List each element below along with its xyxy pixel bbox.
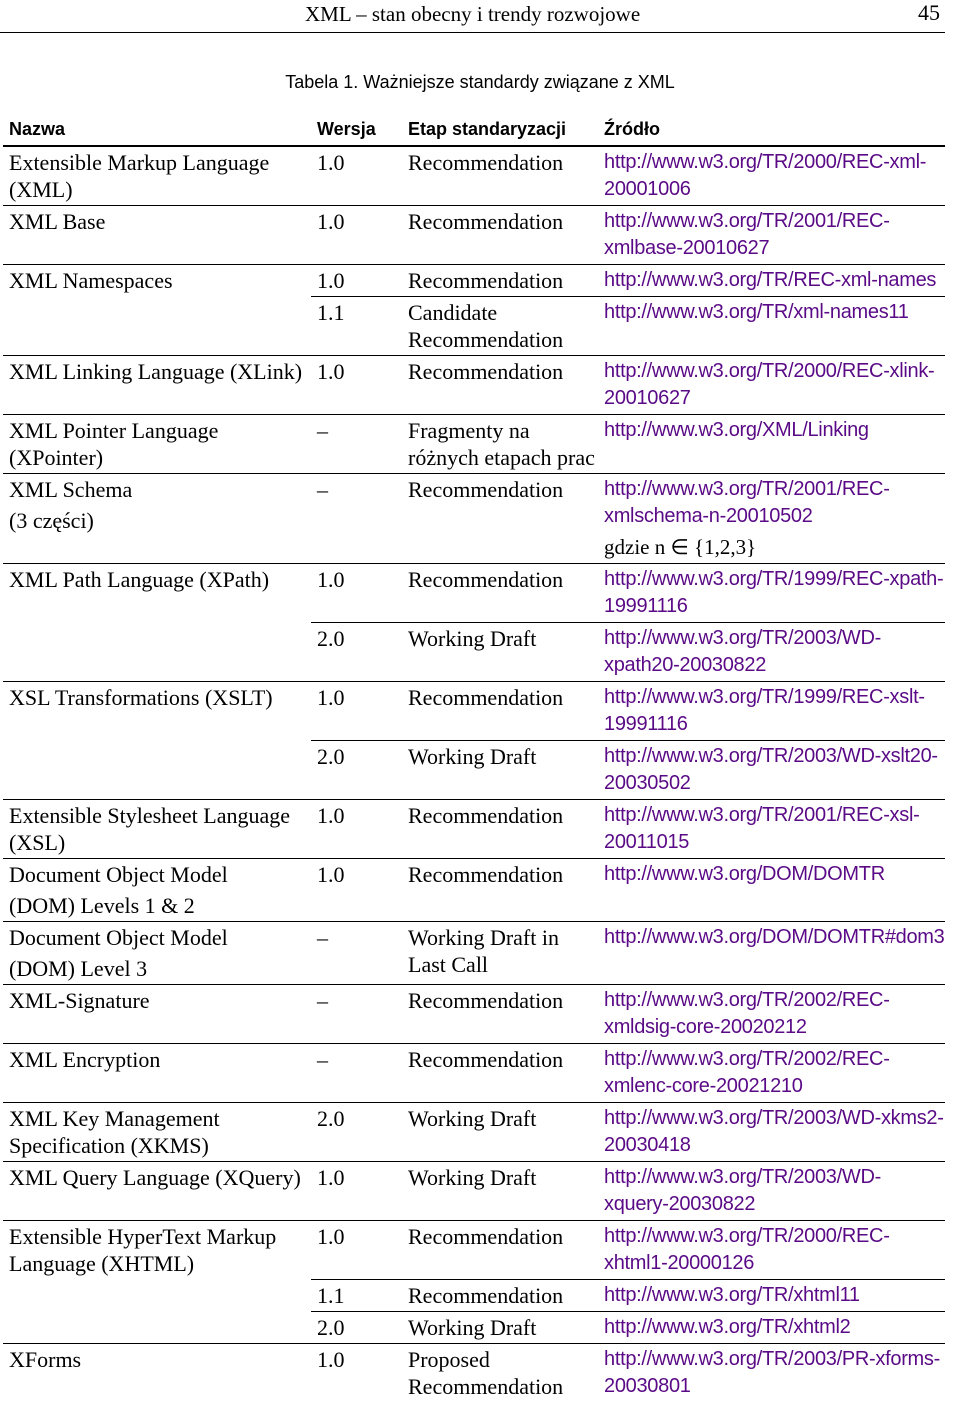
table-row — [3, 741, 945, 800]
standard-version: 1.0 — [311, 265, 402, 297]
standard-version: – — [311, 1044, 402, 1103]
standard-source-link[interactable]: http://www.w3.org/TR/REC-xml-names — [598, 265, 945, 297]
standard-source-link[interactable]: http://www.w3.org/TR/2001/REC-xmlbase-20010627 — [598, 206, 945, 265]
standard-version: – — [311, 985, 402, 1044]
standard-name-detail: (DOM) Levels 1 & 2 — [9, 893, 195, 918]
standard-stage: Recommendation — [402, 474, 598, 564]
standard-source-link[interactable]: http://www.w3.org/TR/2002/REC-xmldsig-core-20020212 — [598, 985, 945, 1044]
standard-stage: Recommendation — [402, 265, 598, 297]
standard-stage: Recommendation — [402, 356, 598, 415]
running-title: XML – stan obecny i trendy rozwojowe — [305, 2, 641, 26]
table-row — [3, 564, 945, 623]
standard-version: 1.0 — [311, 206, 402, 265]
standard-version: 2.0 — [311, 1103, 402, 1162]
table-row — [3, 415, 945, 474]
standard-name: XML Linking Language (XLink) — [3, 356, 311, 415]
standard-stage: Recommendation — [402, 985, 598, 1044]
standard-stage: Candidate Recommendation — [402, 297, 598, 356]
standard-stage: Working Draft — [402, 1103, 598, 1162]
header-rule — [0, 32, 945, 33]
standard-stage: Fragmenty na różnych etapach prac — [402, 415, 598, 474]
table-row — [3, 859, 945, 922]
standard-version: 1.1 — [311, 1280, 402, 1312]
standard-version: 1.0 — [311, 356, 402, 415]
table-row — [3, 206, 945, 265]
standard-stage: Recommendation — [402, 1221, 598, 1280]
page-header — [0, 0, 960, 34]
standard-version: – — [311, 474, 402, 564]
standard-source-link[interactable]: http://www.w3.org/TR/2003/WD-xkms2-20030418 — [598, 1103, 945, 1162]
standard-name: Extensible HyperText Markup Language (XHTML) — [3, 1221, 311, 1280]
standard-stage: Recommendation — [402, 146, 598, 206]
standard-name — [3, 741, 311, 800]
standards-table — [3, 113, 945, 1402]
standard-name: XML Key Management Specification (XKMS) — [3, 1103, 311, 1162]
standard-stage: Working Draft in Last Call — [402, 922, 598, 985]
standard-stage: Recommendation — [402, 206, 598, 265]
column-header-name: Nazwa — [9, 119, 66, 139]
table-row — [3, 1103, 945, 1162]
table-row — [3, 1162, 945, 1221]
standard-version: 1.0 — [311, 1221, 402, 1280]
standard-name — [3, 1312, 311, 1344]
standard-stage: Recommendation — [402, 1280, 598, 1312]
standard-name: XML Pointer Language (XPointer) — [3, 415, 311, 474]
standard-name: Extensible Markup Language (XML) — [3, 146, 311, 206]
standard-source-link[interactable]: http://www.w3.org/TR/xhtml11 — [598, 1280, 945, 1312]
standard-name — [3, 297, 311, 356]
standard-stage: Working Draft — [402, 741, 598, 800]
table-row — [3, 800, 945, 859]
standard-name: XForms — [3, 1344, 311, 1403]
standard-stage: Recommendation — [402, 564, 598, 623]
standard-version: 1.0 — [311, 1162, 402, 1221]
standard-name: XML Query Language (XQuery) — [3, 1162, 311, 1221]
standard-source-link[interactable]: http://www.w3.org/TR/2000/REC-xhtml1-20000126 — [598, 1221, 945, 1280]
standard-version: – — [311, 415, 402, 474]
standard-source-link[interactable]: http://www.w3.org/TR/2003/WD-xpath20-20030822 — [598, 623, 945, 682]
standard-name — [3, 1280, 311, 1312]
table-row — [3, 922, 945, 985]
standard-stage: Recommendation — [402, 859, 598, 922]
standard-name-detail: (DOM) Level 3 — [9, 956, 148, 981]
standard-version: 1.0 — [311, 146, 402, 206]
standard-source-link[interactable]: http://www.w3.org/TR/2000/REC-xlink-20010627 — [598, 356, 945, 415]
standard-source-link[interactable]: http://www.w3.org/TR/2000/REC-xml-20001006 — [598, 146, 945, 206]
standard-name: XML Base — [3, 206, 311, 265]
standard-stage: Working Draft — [402, 623, 598, 682]
table-row — [3, 1344, 945, 1403]
standard-version: 2.0 — [311, 623, 402, 682]
standard-source-cell — [598, 474, 945, 564]
standard-source-link[interactable]: http://www.w3.org/TR/xhtml2 — [598, 1312, 945, 1344]
source-note: gdzie n ∈ {1,2,3} — [604, 535, 757, 559]
standard-source-link[interactable]: http://www.w3.org/TR/2001/REC-xsl-20011015 — [598, 800, 945, 859]
standard-name-cell — [3, 859, 311, 922]
table-header-row — [3, 113, 945, 146]
standard-name: XML Path Language (XPath) — [3, 564, 311, 623]
standard-source-link[interactable]: http://www.w3.org/TR/2003/WD-xslt20-20030502 — [598, 741, 945, 800]
standard-source-link[interactable]: http://www.w3.org/TR/2003/WD-xquery-20030822 — [598, 1162, 945, 1221]
standard-stage: Working Draft — [402, 1312, 598, 1344]
standard-source-link[interactable]: http://www.w3.org/TR/xml-names11 — [598, 297, 945, 356]
standard-name: Extensible Stylesheet Language (XSL) — [3, 800, 311, 859]
standard-name: Document Object Model — [9, 925, 228, 950]
standard-name: XSL Transformations (XSLT) — [3, 682, 311, 741]
standard-stage: Recommendation — [402, 1044, 598, 1103]
standard-name: XML-Signature — [3, 985, 311, 1044]
standard-stage: Recommendation — [402, 800, 598, 859]
table-row — [3, 682, 945, 741]
standard-name-detail: (3 części) — [9, 508, 94, 533]
standard-stage: Working Draft — [402, 1162, 598, 1221]
standard-version: 1.0 — [311, 800, 402, 859]
column-header-source: Źródło — [604, 119, 660, 139]
table-row — [3, 297, 945, 356]
standard-version: 1.0 — [311, 564, 402, 623]
standard-source-link[interactable]: http://www.w3.org/DOM/DOMTR#dom3 — [598, 922, 945, 985]
standard-version: 1.1 — [311, 297, 402, 356]
standard-version: 1.0 — [311, 859, 402, 922]
standard-name: XML Namespaces — [3, 265, 311, 297]
standard-version: 2.0 — [311, 1312, 402, 1344]
table-row — [3, 985, 945, 1044]
column-header-version: Wersja — [317, 119, 376, 139]
standard-version: – — [311, 922, 402, 985]
table-caption: Tabela 1. Ważniejsze standardy związane z XML — [285, 72, 675, 92]
standard-version: 2.0 — [311, 741, 402, 800]
standard-name-cell — [3, 474, 311, 564]
standard-source-link[interactable]: http://www.w3.org/TR/1999/REC-xpath-19991116 — [598, 564, 945, 623]
standard-name: XML Encryption — [3, 1044, 311, 1103]
table-row — [3, 1221, 945, 1280]
table-row — [3, 1312, 945, 1344]
table-row — [3, 265, 945, 297]
standard-version: 1.0 — [311, 682, 402, 741]
table-row — [3, 356, 945, 415]
standard-name: XML Schema — [9, 477, 133, 502]
table-row — [3, 1044, 945, 1103]
standard-source-link[interactable]: http://www.w3.org/TR/2002/REC-xmlenc-core-20021210 — [598, 1044, 945, 1103]
standard-name — [3, 623, 311, 682]
column-header-stage: Etap standaryzacji — [408, 119, 567, 139]
table-row — [3, 623, 945, 682]
standard-source-link[interactable]: http://www.w3.org/TR/2001/REC-xmlschema-n-20010502 — [604, 478, 890, 527]
standard-version: 1.0 — [311, 1344, 402, 1403]
table-row — [3, 474, 945, 564]
standard-name-cell — [3, 922, 311, 985]
standard-stage: Recommendation — [402, 682, 598, 741]
table-row — [3, 146, 945, 206]
standard-stage: Proposed Recommendation — [402, 1344, 598, 1403]
standard-source-link[interactable]: http://www.w3.org/TR/2003/PR-xforms-20030801 — [598, 1344, 945, 1403]
standard-source-link[interactable]: http://www.w3.org/XML/Linking — [598, 415, 945, 474]
standard-source-link[interactable]: http://www.w3.org/TR/1999/REC-xslt-19991116 — [598, 682, 945, 741]
standard-name: Document Object Model — [9, 862, 228, 887]
page-number: 45 — [918, 0, 940, 25]
standard-source-link[interactable]: http://www.w3.org/DOM/DOMTR — [598, 859, 945, 922]
table-row — [3, 1280, 945, 1312]
